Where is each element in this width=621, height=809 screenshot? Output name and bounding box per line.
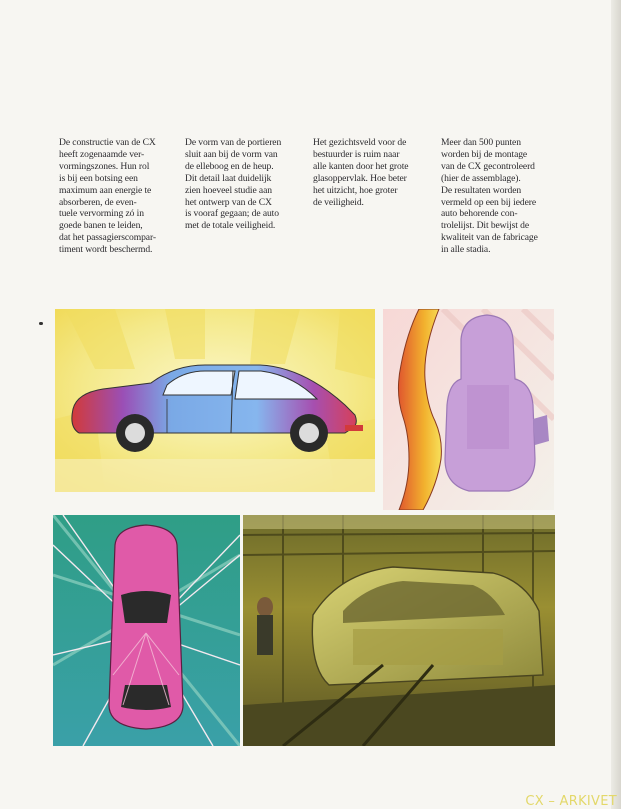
text-line: bestuurder is ruim naar <box>313 148 400 160</box>
text-line: van de CX gecontroleerd <box>441 160 535 172</box>
text-line: Meer dan 500 punten <box>441 137 521 148</box>
text-line: worden bij de montage <box>441 148 528 160</box>
text-line: De constructie van de CX <box>59 137 156 148</box>
text-line: is vooraf gegaan; de auto <box>185 208 279 220</box>
text-line: dat het passagierscompar- <box>59 232 156 244</box>
text-line: maximum aan energie te <box>59 184 152 196</box>
text-line: Dit detail laat duidelijk <box>185 172 272 184</box>
text-line: sluit aan bij de vorm van <box>185 148 278 160</box>
text-line: het ontwerp van de CX <box>185 196 272 208</box>
text-line: met de totale veiligheid. <box>185 220 276 232</box>
text-line: kwaliteit van de fabricage <box>441 232 538 244</box>
text-line: Het gezichtsveld voor de <box>313 137 407 148</box>
text-line: De vorm van de portieren <box>185 137 282 148</box>
text-line: zien hoeveel studie aan <box>185 184 272 196</box>
text-line: is bij een botsing een <box>59 172 138 184</box>
print-speck <box>39 322 43 325</box>
page-edge <box>611 0 621 809</box>
text-column-quality-control <box>441 137 559 256</box>
crumple-zone-illustration <box>55 309 375 492</box>
text-line: goede banen te leiden, <box>59 220 143 232</box>
text-line: (hier de assemblage). <box>441 172 521 184</box>
text-line: vormingszones. Hun rol <box>59 160 150 172</box>
text-column-field-of-view <box>313 137 431 208</box>
text-line: in alle stadia. <box>441 244 491 256</box>
seat-door-illustration <box>383 309 554 510</box>
text-line: auto behorende con- <box>441 208 518 220</box>
text-column-door-shape <box>185 137 303 232</box>
assembly-line-photo <box>243 515 555 746</box>
field-of-view-illustration <box>53 515 240 746</box>
archive-watermark: CX – ARKIVET <box>525 794 617 809</box>
text-line: heeft zogenaamde ver- <box>59 148 145 160</box>
text-line: de elleboog en de heup. <box>185 160 274 172</box>
text-line: het uitzicht, hoe groter <box>313 184 398 196</box>
text-line: glasoppervlak. Hoe beter <box>313 172 407 184</box>
text-line: alle kanten door het grote <box>313 160 409 172</box>
text-line: de veiligheid. <box>313 196 364 208</box>
text-line: trolelijst. Dit bewijst de <box>441 220 529 232</box>
text-column-crumple-zones <box>59 137 177 256</box>
text-line: De resultaten worden <box>441 184 522 196</box>
text-line: tuele vervorming zó in <box>59 208 144 220</box>
text-line: vermeld op een bij iedere <box>441 196 536 208</box>
text-line: absorberen, de even- <box>59 196 137 208</box>
text-line: timent wordt beschermd. <box>59 244 153 256</box>
